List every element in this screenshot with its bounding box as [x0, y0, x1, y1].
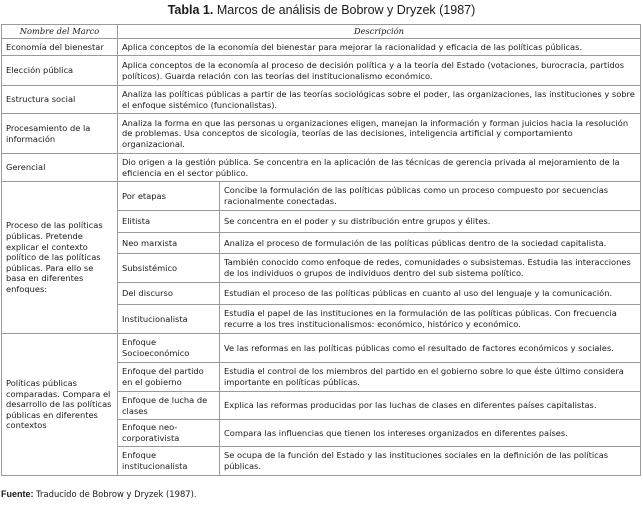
framework-description: Aplica conceptos de la economía al proceso de decisión política y a la teoría del Estado (votaciones, burocracia, partidos políticos). Guarda relación con las teorías del institucionalismo económico. — [118, 56, 641, 86]
approach-name: Enfoque de lucha de clases — [118, 392, 220, 420]
table-row — [2, 154, 641, 182]
approach-description: Explica las reformas producidas por las luchas de clases en diferentes países capitalistas. — [220, 392, 641, 420]
header-description: Descripción — [118, 25, 641, 39]
approach-name: Neo marxista — [118, 233, 220, 254]
group-name-comparadas: Políticas públicas comparadas. Compara el desarrollo de las políticas públicas en diferentes contextos — [2, 334, 118, 476]
approach-name: Enfoque neo-corporativista — [118, 420, 220, 447]
table-caption — [0, 3, 643, 17]
framework-description: Analiza la forma en que las personas u organizaciones eligen, manejan la información y forman juicios hacia la resolución de problemas. Usa conceptos de sicología, teorías de las decisiones, inteligencia artificial y comportamiento organizacional. — [118, 114, 641, 154]
header-name: Nombre del Marco — [2, 25, 118, 39]
approach-description: Estudian el proceso de las políticas públicas en cuanto al uso del lenguaje y la comunicación. — [220, 283, 641, 305]
framework-name: Economía del bienestar — [2, 39, 118, 56]
approach-name: Enfoque del partido en el gobierno — [118, 363, 220, 392]
approach-name: Enfoque Socioeconómico — [118, 334, 220, 363]
approach-description: Concibe la formulación de las políticas públicas como un proceso compuesto por secuencias racionalmente conectadas. — [220, 182, 641, 211]
table-row — [2, 114, 641, 154]
framework-description: Aplica conceptos de la economía del bienestar para mejorar la racionalidad y eficacia de las políticas públicas. — [118, 39, 641, 56]
approach-description: Analiza el proceso de formulación de las políticas públicas dentro de la sociedad capitalista. — [220, 233, 641, 254]
frameworks-table — [1, 24, 641, 476]
approach-description: Estudia el control de los miembros del partido en el gobierno sobre lo que éste último considera importante en políticas públicas. — [220, 363, 641, 392]
framework-name: Estructura social — [2, 86, 118, 114]
approach-name: Del discurso — [118, 283, 220, 305]
source-label: Fuente: — [1, 489, 34, 499]
approach-name: Elitista — [118, 211, 220, 233]
table-row — [2, 39, 641, 56]
table-row — [2, 182, 641, 211]
approach-name: Institucionalista — [118, 305, 220, 334]
framework-name: Gerencial — [2, 154, 118, 182]
approach-name: Por etapas — [118, 182, 220, 211]
approach-name: Enfoque institucionalista — [118, 447, 220, 476]
framework-description: Dio origen a la gestión pública. Se concentra en la aplicación de las técnicas de gerencia privada al mejoramiento de la eficiencia en el sector público. — [118, 154, 641, 182]
header-row — [2, 25, 641, 39]
source-text: Traducido de Bobrow y Dryzek (1987). — [36, 489, 197, 499]
table-number: Tabla 1. — [167, 3, 214, 17]
table-row — [2, 334, 641, 363]
framework-name: Procesamiento de la información — [2, 114, 118, 154]
approach-name: Subsistémico — [118, 254, 220, 283]
table-title: Marcos de análisis de Bobrow y Dryzek (1987) — [216, 3, 476, 17]
group-name-proceso: Proceso de las políticas públicas. Pretende explicar el contexto político de las políticas públicas. Para ello se basa en diferentes enfoques: — [2, 182, 118, 334]
table-row — [2, 56, 641, 86]
table-row — [2, 86, 641, 114]
approach-description: Se ocupa de la función del Estado y las instituciones sociales en la definición de las políticas públicas. — [220, 447, 641, 476]
approach-description: Compara las influencias que tienen los intereses organizados en diferentes países. — [220, 420, 641, 447]
framework-description: Analiza las políticas públicas a partir de las teorías sociológicas sobre el poder, las organizaciones, las instituciones y sobre el enfoque sistémico (funcionalistas). — [118, 86, 641, 114]
approach-description: Ve las reformas en las políticas públicas como el resultado de factores económicos y sociales. — [220, 334, 641, 363]
table-source — [1, 489, 197, 499]
approach-description: Estudia el papel de las instituciones en la formulación de las políticas públicas. Con frecuencia recurre a los tres institucionalismos: económico, histórico y económico. — [220, 305, 641, 334]
framework-name: Elección pública — [2, 56, 118, 86]
approach-description: También conocido como enfoque de redes, comunidades o subsistemas. Estudia las interacciones de los individuos o grupos de individuos dentro del sub sistema político. — [220, 254, 641, 283]
approach-description: Se concentra en el poder y su distribución entre grupos y élites. — [220, 211, 641, 233]
